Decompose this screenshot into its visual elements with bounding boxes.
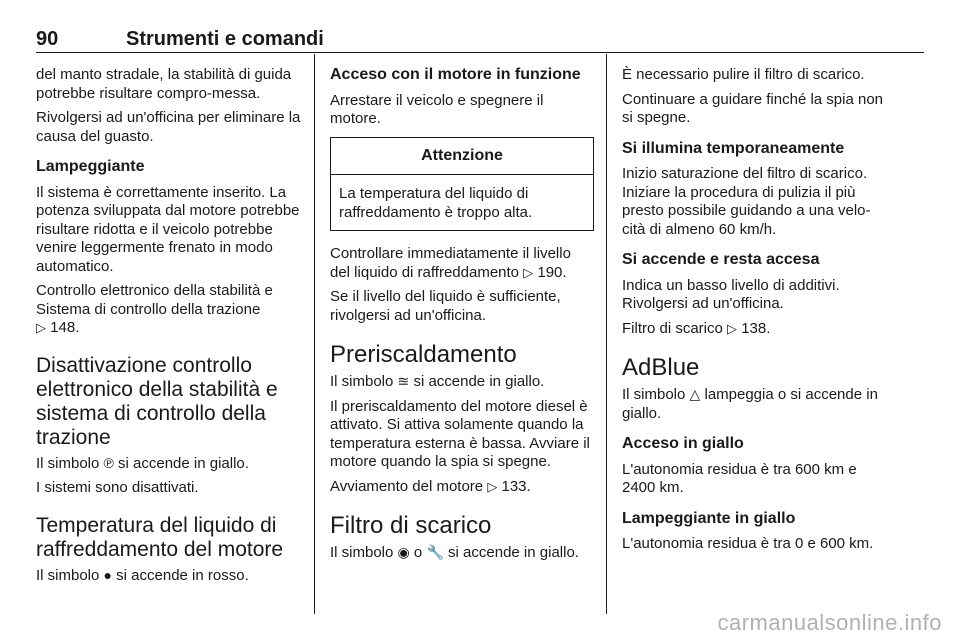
chapter-title: Strumenti e comandi: [126, 28, 324, 50]
caution-box: [330, 137, 594, 232]
column-divider: [606, 54, 607, 614]
paragraph: Se il livello del liquido è sufficiente, rivolgersi ad un'officina.: [330, 288, 561, 324]
caution-text: La temperatura del liquido di raffreddamento è troppo alta.: [339, 185, 533, 221]
section-heading-adblue: AdBlue: [622, 354, 700, 381]
subheading-temporaneamente: Si illumina temporaneamente: [622, 139, 845, 157]
esp-off-icon: ℗: [103, 454, 114, 471]
page-ref-arrow-icon: ▷: [727, 320, 738, 336]
paragraph: L'autonomia residua è tra 0 e 600 km.: [622, 535, 874, 552]
paragraph: I sistemi sono disattivati.: [36, 479, 199, 496]
paragraph-text: Il simbolo: [330, 544, 394, 561]
paragraph: [330, 372, 594, 392]
subheading-acceso-giallo: Acceso in giallo: [622, 435, 744, 452]
page-ref[interactable]: 148.: [50, 319, 80, 336]
page-number: 90: [36, 28, 59, 50]
paragraph: Inizio saturazione del filtro di scarico. Iniziare la procedura di pulizia il più presto possibile guidando a una velo-cità di almeno 60 km/h.: [622, 165, 871, 238]
subheading-resta-accesa: Si accende e resta accesa: [622, 251, 820, 268]
adblue-icon: △: [689, 386, 701, 402]
paragraph: [36, 566, 302, 586]
paragraph-text: si accende in giallo.: [448, 544, 579, 561]
column-2: [330, 66, 594, 569]
paragraph-text: Filtro di scarico: [622, 319, 723, 337]
paragraph-text: lampeggia o si accende in giallo.: [622, 386, 878, 422]
subheading-lampeggiante: Lampeggiante: [36, 158, 145, 175]
page-ref-arrow-icon: ▷: [487, 478, 498, 494]
paragraph: [330, 245, 594, 282]
column-3: [622, 66, 890, 560]
paragraph-text: si accende in giallo.: [413, 373, 545, 390]
paragraph-text: o: [413, 544, 423, 561]
section-heading-temperatura: Temperatura del liquido di raffreddamento del motore: [36, 513, 284, 561]
caution-title: Attenzione: [331, 138, 593, 176]
paragraph: Indica un basso livello di additivi. Rivolgersi ad un'officina.: [622, 276, 840, 312]
paragraph: È necessario pulire il filtro di scarico.: [622, 66, 865, 83]
subheading-lampeggiante-giallo: Lampeggiante in giallo: [622, 509, 796, 527]
glow-plug-icon: ≊: [397, 373, 410, 389]
paragraph: Il sistema è correttamente inserito. La potenza sviluppata dal motore potrebbe risultare ridotta e il veicolo potrebbe venire leggermente frenato in modo automatico.: [36, 183, 300, 275]
paragraph-text: Il simbolo: [330, 373, 394, 390]
paragraph: [36, 454, 302, 474]
page-ref[interactable]: 133.: [501, 477, 531, 495]
paragraph-text: Avviamento del motore: [330, 477, 484, 495]
coolant-temperature-icon: ●: [103, 566, 112, 583]
section-heading-disattivazione: Disattivazione controllo elettronico della stabilità e sistema di controllo della trazione: [36, 353, 278, 449]
paragraph: del manto stradale, la stabilità di guida potrebbe risultare compro-messa.: [36, 66, 292, 102]
paragraph: Il preriscaldamento del motore diesel è attivato. Si attiva solamente quando la temperatura esterna è bassa. Avviare il motore quando la spia si spegne.: [330, 397, 590, 470]
paragraph: [330, 478, 594, 497]
paragraph: Rivolgersi ad un'officina per eliminare la causa del guasto.: [36, 109, 301, 145]
paragraph-text: si accende in rosso.: [116, 566, 249, 584]
paragraph-text: Il simbolo: [36, 454, 100, 472]
page-ref[interactable]: 138.: [741, 319, 771, 337]
paragraph-text: si accende in giallo.: [118, 454, 249, 472]
subheading-acceso: Acceso con il motore in funzione: [330, 66, 581, 83]
section-heading-preriscaldamento: Preriscaldamento: [330, 341, 517, 368]
page-ref-arrow-icon: ▷: [523, 264, 534, 280]
exhaust-filter-icon: ◉: [397, 544, 410, 560]
paragraph: [622, 385, 890, 423]
paragraph-text: Il simbolo: [622, 386, 686, 403]
paragraph: L'autonomia residua è tra 600 km e 2400 km.: [622, 460, 857, 496]
paragraph-text: Controllo elettronico della stabilità e Sistema di controllo della trazione: [36, 282, 273, 318]
wrench-icon: 🔧: [426, 544, 444, 560]
paragraph: [330, 543, 594, 563]
paragraph: Continuare a guidare finché la spia non si spegne.: [622, 90, 884, 126]
page-ref-arrow-icon: ▷: [36, 320, 46, 335]
paragraph: [36, 282, 302, 338]
paragraph: Arrestare il veicolo e spegnere il motore.: [330, 91, 544, 127]
paragraph: [622, 320, 890, 339]
paragraph-text: Il simbolo: [36, 566, 100, 584]
column-divider: [314, 54, 315, 614]
paragraph-text: Controllare immediatamente il livello del liquido di raffreddamento: [330, 245, 571, 281]
column-1: [36, 66, 302, 591]
watermark: carmanualsonline.info: [717, 610, 942, 635]
page-ref[interactable]: 190.: [537, 263, 567, 281]
section-heading-filtro: Filtro di scarico: [330, 512, 492, 539]
page-header: [36, 22, 924, 53]
